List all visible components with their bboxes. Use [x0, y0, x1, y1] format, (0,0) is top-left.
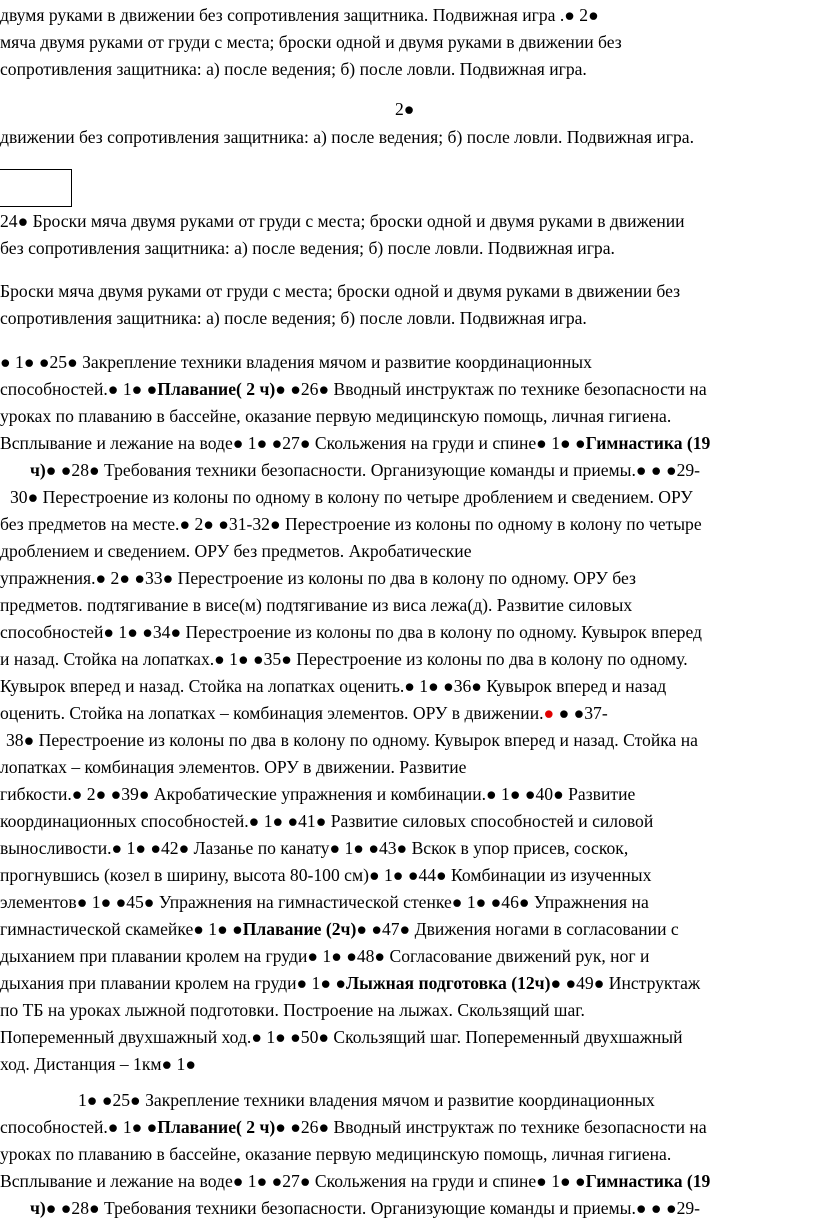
empty-frame	[0, 169, 72, 207]
text-line: способностей● 1● ●34● Перестроение из колоны по два в колону по одному. Кувырок вперед	[0, 622, 702, 642]
text-line: гимнастической скамейке● 1● ●Плавание (2ч)● ●47● Движения ногами в согласовании с	[0, 919, 679, 939]
text-line: лопатках – комбинация элементов. ОРУ в движении. Развитие	[0, 757, 467, 777]
text-line: Попеременный двухшажный ход.● 1● ●50● Скользящий шаг. Попеременный двухшажный	[0, 1027, 683, 1047]
section-heading: Лыжная подготовка (12ч)	[346, 973, 551, 993]
text-line: способностей.● 1● ●Плавание( 2 ч)● ●26● Вводный инструктаж по технике безопасности на	[0, 1117, 707, 1137]
section-heading: ч)	[30, 1198, 46, 1218]
text-line: гибкости.● 2● ●39● Акробатические упражнения и комбинации.● 1● ●40● Развитие	[0, 784, 636, 804]
text-line: 38● Перестроение из колоны по два в колону по одному. Кувырок вперед и назад. Стойка на	[6, 730, 698, 750]
text-line: уроках по плаванию в бассейне, оказание первую медицинскую помощь, личная гигиена.	[0, 406, 672, 426]
text-line: Броски мяча двумя руками от груди с места; броски одной и двумя руками в движении без	[0, 281, 681, 301]
text-line: уроках по плаванию в бассейне, оказание первую медицинскую помощь, личная гигиена.	[0, 1144, 672, 1164]
section-heading: Гимнастика (19	[585, 433, 711, 453]
text-line: без сопротивления защитника: а) после ведения; б) после ловли. Подвижная игра.	[0, 238, 615, 258]
text-line: Всплывание и лежание на воде● 1● ●27● Скольжения на груди и спине● 1● ●Гимнастика (19	[0, 1171, 711, 1191]
text-line: координационных способностей.● 1● ●41● Развитие силовых способностей и силовой	[0, 811, 654, 831]
text-line: прогнувшись (козел в ширину, высота 80-100 см)● 1● ●44● Комбинации из изученных	[0, 865, 652, 885]
text-line: предметов. подтягивание в висе(м) подтягивание из виса лежа(д). Развитие силовых	[0, 595, 633, 615]
text-line: ч)● ●28● Требования техники безопасности. Организующие команды и приемы.● ● ●29-	[30, 1198, 701, 1218]
text-line: выносливости.● 1● ●42● Лазанье по канату● 1● ●43● Вскок в упор присев, соскок,	[0, 838, 629, 858]
text-line: упражнения.● 2● ●33● Перестроение из колоны по два в колону по одному. ОРУ без	[0, 568, 636, 588]
text-line: 30● Перестроение из колоны по одному в колону по четыре дроблением и сведением. ОРУ	[10, 487, 693, 507]
text-line: 2●	[395, 99, 415, 119]
section-heading: Гимнастика (19	[585, 1171, 711, 1191]
text-line: Всплывание и лежание на воде● 1● ●27● Скольжения на груди и спине● 1● ●Гимнастика (19	[0, 433, 711, 453]
text-line: 1● ●25● Закрепление техники владения мячом и развитие координационных	[78, 1090, 655, 1110]
section-heading: ч)	[30, 460, 46, 480]
text-line: и назад. Стойка на лопатках.● 1● ●35● Перестроение из колоны по два в колону по одному.	[0, 649, 688, 669]
text-line: без предметов на месте.● 2● ●31-32● Перестроение из колоны по одному в колону по четыре	[0, 514, 702, 534]
text-line: дыханием при плавании кролем на груди● 1● ●48● Согласование движений рук, ног и	[0, 946, 650, 966]
text-line: дыхания при плавании кролем на груди● 1● ●Лыжная подготовка (12ч)● ●49● Инструктаж	[0, 973, 701, 993]
text-line: ч)● ●28● Требования техники безопасности. Организующие команды и приемы.● ● ●29-	[30, 460, 701, 480]
text-line: сопротивления защитника: а) после ведения; б) после ловли. Подвижная игра.	[0, 308, 587, 328]
section-heading: Плавание( 2 ч)	[157, 1117, 276, 1137]
text-line: сопротивления защитника: а) после ведения; б) после ловли. Подвижная игра.	[0, 59, 587, 79]
text-line: по ТБ на уроках лыжной подготовки. Построение на лыжах. Скользящий шаг.	[0, 1000, 585, 1020]
text-line: мяча двумя руками от груди с места; броски одной и двумя руками в движении без	[0, 32, 622, 52]
text-line: движении без сопротивления защитника: а) после ведения; б) после ловли. Подвижная игра.	[0, 127, 694, 147]
text-line: 24● Броски мяча двумя руками от груди с места; броски одной и двумя руками в движении	[0, 211, 685, 231]
text-line: ход. Дистанция – 1км● 1●	[0, 1054, 196, 1074]
text-line: дроблением и сведением. ОРУ без предметов. Акробатические	[0, 541, 472, 561]
text-line: двумя руками в движении без сопротивления защитника. Подвижная игра .● 2●	[0, 5, 599, 25]
text-line: Кувырок вперед и назад. Стойка на лопатках оценить.● 1● ●36● Кувырок вперед и назад	[0, 676, 667, 696]
text-line: способностей.● 1● ●Плавание( 2 ч)● ●26● Вводный инструктаж по технике безопасности на	[0, 379, 707, 399]
text-line: ● 1● ●25● Закрепление техники владения мячом и развитие координационных	[0, 352, 592, 372]
text-line: элементов● 1● ●45● Упражнения на гимнастической стенке● 1● ●46● Упражнения на	[0, 892, 649, 912]
red-bullet: ●	[543, 703, 555, 723]
section-heading: Плавание (2ч)	[242, 919, 357, 939]
text-line: оценить. Стойка на лопатках – комбинация элементов. ОРУ в движении.● ● ●37-	[0, 703, 608, 723]
section-heading: Плавание( 2 ч)	[157, 379, 276, 399]
